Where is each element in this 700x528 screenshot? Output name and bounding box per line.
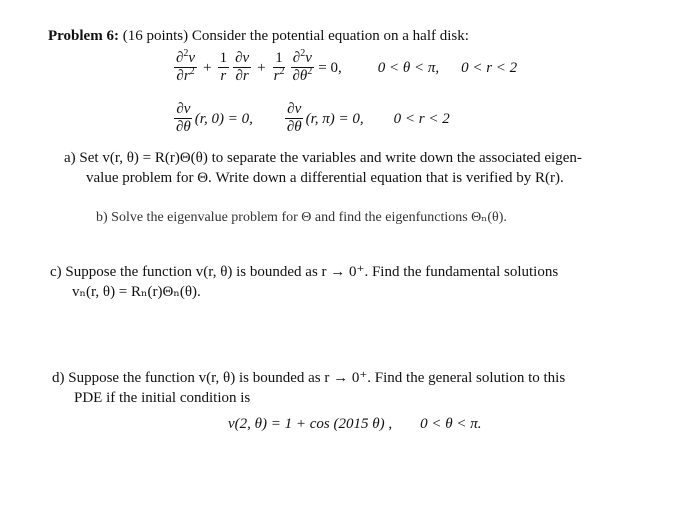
part-d-line2: PDE if the initial condition is	[74, 390, 251, 406]
r-range: 0 < r < 2	[461, 59, 518, 76]
bc-right: (r, π) = 0,	[305, 110, 364, 127]
problem-points: (16 points)	[122, 28, 189, 44]
bc-left: (r, 0) = 0,	[194, 110, 253, 127]
pde-equation: $\frac{\partial^2v}{\partial r^2}$ + $\frac{1}{r}$ $\frac{\partial v}{\partial r}$ + $\frac{1}{r^2}$ $\frac{\partial^2v}{\partial\theta^2}$ = 0, 0 < θ < π, 0 < r < 2	[176, 48, 518, 84]
part-c	[50, 262, 670, 302]
initial-condition-equation: v(2, θ) = 1 + cos (2015 θ) ,	[228, 416, 393, 432]
part-b-text: b) Solve the eigenvalue problem for Θ and find the eigenfunctions Θₙ(θ).	[96, 210, 507, 225]
one-over-r-fraction: $\frac{1}{r}$	[219, 50, 228, 84]
part-a-line2: value problem for Θ. Write down a differential equation that is verified by R(r).	[86, 170, 564, 186]
dv-dtheta-fraction-a: $\frac{\partial v}{\partial\theta}$	[176, 101, 191, 135]
part-a-line1: a) Set v(r, θ) = R(r)Θ(θ) to separate the variables and write down the associated eigen-	[64, 150, 582, 166]
part-d	[52, 368, 672, 408]
part-b	[96, 208, 507, 228]
initial-condition-range: 0 < θ < π.	[420, 416, 482, 432]
part-d-line1: d) Suppose the function v(r, θ) is bounded as r → 0⁺. Find the general solution to this	[52, 370, 566, 386]
one-over-r2-fraction: $\frac{1}{r^2}$	[273, 50, 285, 84]
d2v-dtheta2-fraction: $\frac{\partial^2v}{\partial\theta^2}$	[292, 48, 313, 84]
pde-rhs: = 0,	[318, 59, 342, 76]
problem-heading-line	[48, 26, 469, 46]
initial-condition	[228, 414, 482, 434]
part-c-line2: vₙ(r, θ) = Rₙ(r)Θₙ(θ).	[72, 284, 201, 300]
dv-dr-fraction: $\frac{\partial v}{\partial r}$	[235, 50, 250, 84]
part-c-line1: c) Suppose the function v(r, θ) is bounded as r → 0⁺. Find the fundamental solutions	[50, 264, 559, 280]
d2v-dr2-fraction: $\frac{\partial^2v}{\partial r^2}$	[176, 48, 196, 84]
theta-range: 0 < θ < π,	[377, 59, 440, 76]
problem-number: Problem 6:	[48, 28, 119, 44]
dv-dtheta-fraction-b: $\frac{\partial v}{\partial\theta}$	[286, 101, 302, 135]
boundary-conditions	[172, 101, 450, 136]
problem-intro: Consider the potential equation on a half disk:	[191, 28, 469, 44]
part-a	[64, 148, 664, 188]
bc-r-range: 0 < r < 2	[393, 110, 450, 127]
